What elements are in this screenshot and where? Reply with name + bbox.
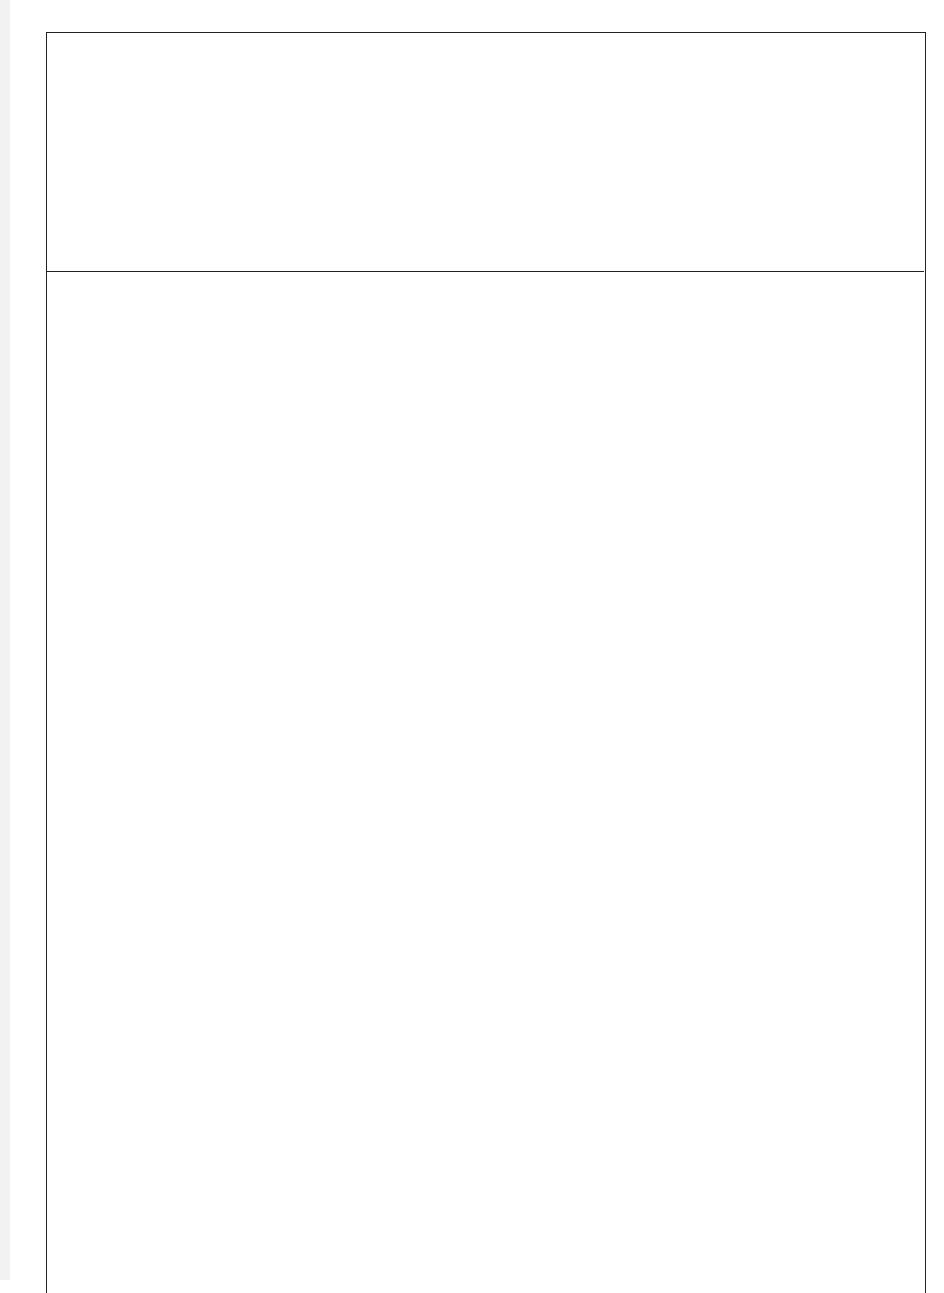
invoice-separator [46, 271, 924, 272]
page-gutter [0, 0, 10, 1280]
document-frame [46, 32, 926, 1293]
